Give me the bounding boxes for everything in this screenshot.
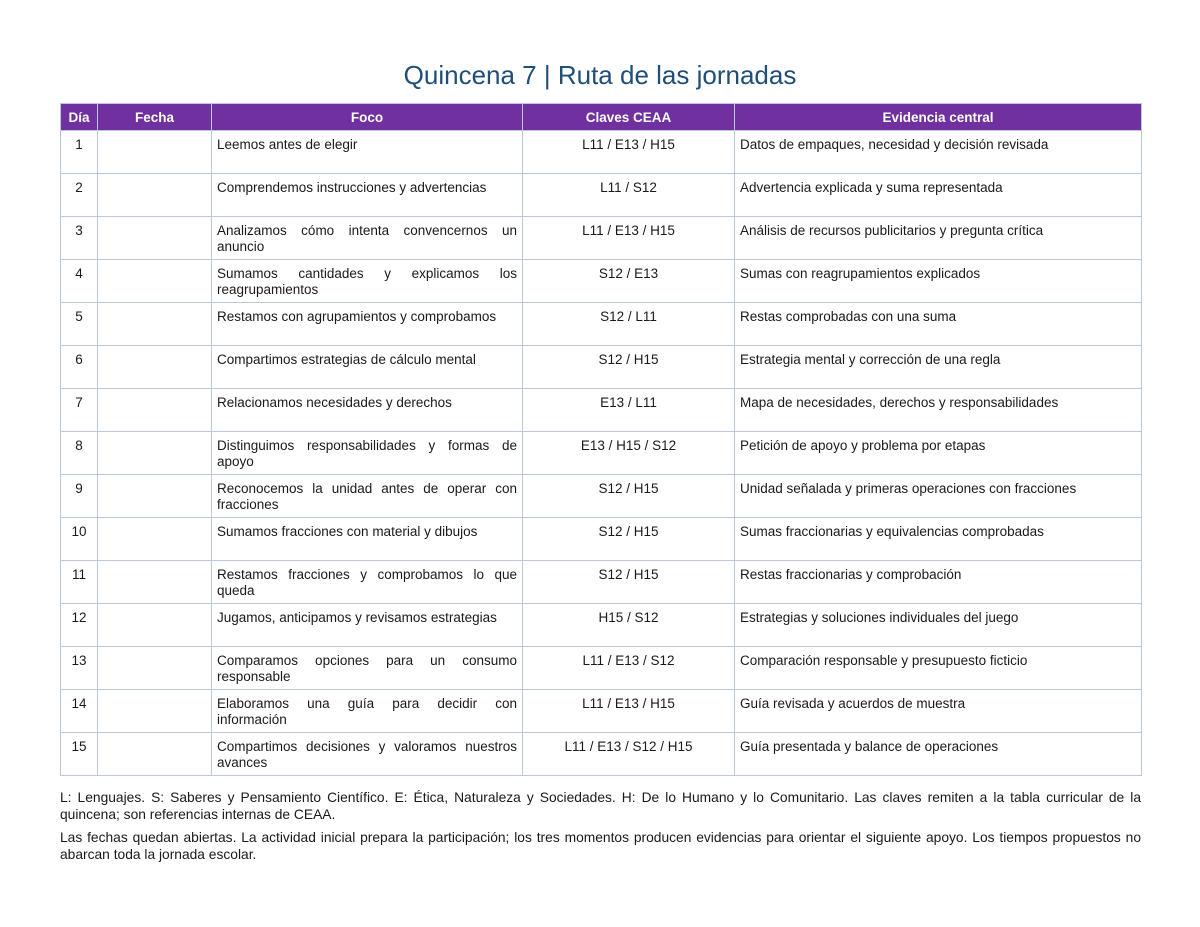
date-cell (98, 475, 212, 518)
table-row (61, 733, 1142, 776)
date-cell (98, 389, 212, 432)
keys-cell: H15 / S12 (523, 604, 735, 647)
evidence-cell: Restas comprobadas con una suma (735, 303, 1142, 346)
date-cell (98, 432, 212, 475)
table-row (61, 432, 1142, 475)
day-cell: 9 (61, 475, 98, 518)
keys-cell: L11 / E13 / H15 (523, 690, 735, 733)
table-body (61, 131, 1142, 776)
keys-cell: S12 / H15 (523, 561, 735, 604)
notes (60, 789, 1141, 869)
focus-cell: Jugamos, anticipamos y revisamos estrategias (212, 604, 523, 647)
day-cell: 11 (61, 561, 98, 604)
date-cell (98, 346, 212, 389)
evidence-cell: Estrategias y soluciones individuales del juego (735, 604, 1142, 647)
header-day: Día (61, 104, 98, 131)
evidence-cell: Petición de apoyo y problema por etapas (735, 432, 1142, 475)
table-row (61, 217, 1142, 260)
date-cell (98, 303, 212, 346)
table-row (61, 475, 1142, 518)
evidence-cell: Sumas fraccionarias y equivalencias comprobadas (735, 518, 1142, 561)
header-focus: Foco (212, 104, 523, 131)
keys-cell: S12 / H15 (523, 475, 735, 518)
keys-cell: S12 / H15 (523, 346, 735, 389)
table-row (61, 604, 1142, 647)
header-evidence: Evidencia central (735, 104, 1142, 131)
keys-cell: S12 / H15 (523, 518, 735, 561)
table-header-row (61, 104, 1142, 131)
day-cell: 8 (61, 432, 98, 475)
date-cell (98, 733, 212, 776)
page-title: Quincena 7 | Ruta de las jornadas (403, 60, 797, 90)
table-row (61, 561, 1142, 604)
evidence-cell: Mapa de necesidades, derechos y responsabilidades (735, 389, 1142, 432)
date-cell (98, 131, 212, 174)
day-cell: 6 (61, 346, 98, 389)
date-cell (98, 217, 212, 260)
day-cell: 5 (61, 303, 98, 346)
table-row (61, 690, 1142, 733)
day-cell: 10 (61, 518, 98, 561)
header-date: Fecha (98, 104, 212, 131)
day-cell: 15 (61, 733, 98, 776)
focus-cell: Relacionamos necesidades y derechos (212, 389, 523, 432)
focus-cell: Sumamos fracciones con material y dibujos (212, 518, 523, 561)
evidence-cell: Estrategia mental y corrección de una regla (735, 346, 1142, 389)
day-cell: 13 (61, 647, 98, 690)
table-row (61, 346, 1142, 389)
keys-cell: L11 / E13 / H15 (523, 131, 735, 174)
date-cell (98, 604, 212, 647)
evidence-cell: Guía revisada y acuerdos de muestra (735, 690, 1142, 733)
focus-cell: Restamos con agrupamientos y comprobamos (212, 303, 523, 346)
day-cell: 1 (61, 131, 98, 174)
date-cell (98, 647, 212, 690)
table-row (61, 518, 1142, 561)
table-row (61, 174, 1142, 217)
focus-cell: Leemos antes de elegir (212, 131, 523, 174)
focus-cell: Reconocemos la unidad antes de operar con fracciones (212, 475, 523, 518)
evidence-cell: Sumas con reagrupamientos explicados (735, 260, 1142, 303)
keys-cell: S12 / L11 (523, 303, 735, 346)
keys-cell: L11 / E13 / S12 (523, 647, 735, 690)
focus-cell: Comparamos opciones para un consumo responsable (212, 647, 523, 690)
focus-cell: Compartimos decisiones y valoramos nuestros avances (212, 733, 523, 776)
table-row (61, 303, 1142, 346)
focus-cell: Comprendemos instrucciones y advertencias (212, 174, 523, 217)
keys-cell: E13 / H15 / S12 (523, 432, 735, 475)
evidence-cell: Comparación responsable y presupuesto ficticio (735, 647, 1142, 690)
day-cell: 2 (61, 174, 98, 217)
focus-cell: Sumamos cantidades y explicamos los reagrupamientos (212, 260, 523, 303)
day-cell: 4 (61, 260, 98, 303)
focus-cell: Compartimos estrategias de cálculo mental (212, 346, 523, 389)
evidence-cell: Guía presentada y balance de operaciones (735, 733, 1142, 776)
table-row (61, 131, 1142, 174)
date-cell (98, 561, 212, 604)
focus-cell: Distinguimos responsabilidades y formas de apoyo (212, 432, 523, 475)
header-keys: Claves CEAA (523, 104, 735, 131)
focus-cell: Restamos fracciones y comprobamos lo que queda (212, 561, 523, 604)
route-table (60, 103, 1142, 776)
day-cell: 3 (61, 217, 98, 260)
keys-cell: L11 / S12 (523, 174, 735, 217)
table-row (61, 647, 1142, 690)
keys-cell: E13 / L11 (523, 389, 735, 432)
table-row (61, 260, 1142, 303)
legend-note: L: Lenguajes. S: Saberes y Pensamiento Científico. E: Ética, Naturaleza y Sociedades. H: De lo Humano y lo Comunitario. Las claves remiten a la tabla curricular de la quincena; son referencias internas de CEAA. (60, 790, 1141, 822)
evidence-cell: Restas fraccionarias y comprobación (735, 561, 1142, 604)
date-cell (98, 690, 212, 733)
dates-note: Las fechas quedan abiertas. La actividad inicial prepara la participación; los tres momentos producen evidencias para orientar el siguiente apoyo. Los tiempos propuestos no abarcan toda la jornada escolar. (60, 830, 1141, 862)
day-cell: 7 (61, 389, 98, 432)
table-row (61, 389, 1142, 432)
evidence-cell: Datos de empaques, necesidad y decisión revisada (735, 131, 1142, 174)
keys-cell: L11 / E13 / S12 / H15 (523, 733, 735, 776)
keys-cell: L11 / E13 / H15 (523, 217, 735, 260)
date-cell (98, 260, 212, 303)
focus-cell: Analizamos cómo intenta convencernos un anuncio (212, 217, 523, 260)
evidence-cell: Análisis de recursos publicitarios y pregunta crítica (735, 217, 1142, 260)
focus-cell: Elaboramos una guía para decidir con información (212, 690, 523, 733)
date-cell (98, 518, 212, 561)
evidence-cell: Unidad señalada y primeras operaciones con fracciones (735, 475, 1142, 518)
day-cell: 14 (61, 690, 98, 733)
keys-cell: S12 / E13 (523, 260, 735, 303)
date-cell (98, 174, 212, 217)
day-cell: 12 (61, 604, 98, 647)
evidence-cell: Advertencia explicada y suma representada (735, 174, 1142, 217)
